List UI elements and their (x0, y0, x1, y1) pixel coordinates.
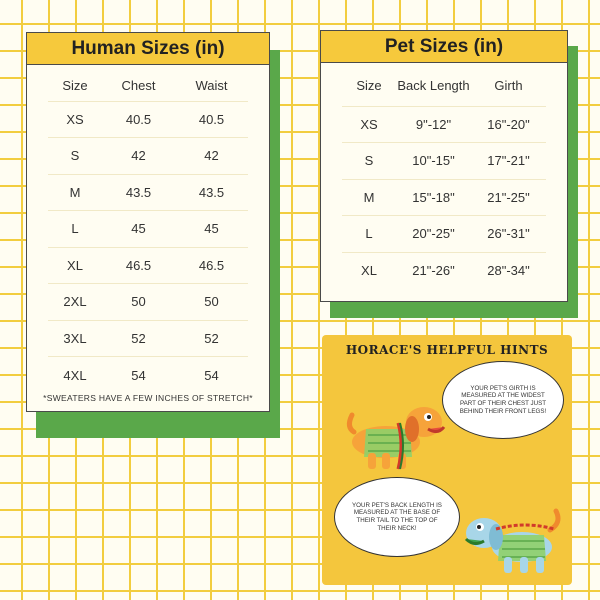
size-cell: XL (48, 247, 102, 284)
chest-cell: 54 (131, 367, 146, 383)
column-header: Size (342, 66, 396, 106)
pet-sizes-table (342, 66, 546, 289)
column-header: Back Length (396, 66, 471, 106)
hints-title: HORACE'S HELPFUL HINTS (345, 343, 549, 357)
table-row (342, 252, 546, 289)
table-row (48, 174, 248, 211)
chest-cell: 46.5 (102, 247, 175, 284)
back-length-cell: 9"-12" (396, 106, 471, 143)
human-sizes-card (26, 32, 270, 412)
orange-dog-illustration (338, 387, 458, 482)
size-cell: L (48, 211, 102, 248)
table-row (342, 216, 546, 253)
size-cell: XL (361, 263, 377, 278)
column-header: Waist (175, 71, 248, 101)
chest-cell: 52 (102, 320, 175, 357)
girth-cell: 17"-21" (471, 143, 546, 180)
size-cell: L (342, 216, 396, 253)
table-row (342, 179, 546, 216)
back-length-cell: 21"-26" (412, 263, 455, 278)
table-row (48, 211, 248, 248)
table-row (48, 357, 248, 394)
girth-cell: 21"-25" (471, 179, 546, 216)
helpful-hints-panel (322, 335, 572, 585)
table-header-row (342, 66, 546, 106)
waist-cell: 52 (175, 320, 248, 357)
girth-cell: 28"-34" (487, 263, 530, 278)
waist-cell: 50 (175, 284, 248, 321)
size-cell: S (342, 143, 396, 180)
waist-cell: 46.5 (175, 247, 248, 284)
table-row (48, 320, 248, 357)
column-header: Chest (102, 71, 175, 101)
size-cell: 4XL (63, 367, 87, 383)
waist-cell: 43.5 (175, 174, 248, 211)
waist-cell: 54 (204, 367, 219, 383)
back-length-cell: 20"-25" (396, 216, 471, 253)
table-header-row (48, 71, 248, 101)
size-cell: XS (342, 106, 396, 143)
waist-cell: 45 (175, 211, 248, 248)
human-sizes-title: Human Sizes (in) (27, 33, 269, 65)
human-sizes-table (48, 71, 248, 393)
column-header: Size (48, 71, 102, 101)
back-length-hint-bubble: YOUR PET'S BACK LENGTH IS MEASURED AT THE BASE OF THEIR TAIL TO THE TOP OF THEIR NECK! (334, 477, 460, 557)
size-cell: M (48, 174, 102, 211)
chest-cell: 43.5 (102, 174, 175, 211)
chest-cell: 45 (102, 211, 175, 248)
size-cell: XS (48, 101, 102, 138)
waist-cell: 40.5 (175, 101, 248, 138)
table-row (342, 143, 546, 180)
column-header: Girth (471, 66, 546, 106)
table-row (48, 138, 248, 175)
girth-cell: 16"-20" (471, 106, 546, 143)
size-cell: 2XL (48, 284, 102, 321)
chest-cell: 42 (102, 138, 175, 175)
chest-cell: 50 (102, 284, 175, 321)
table-row (342, 106, 546, 143)
size-cell: S (48, 138, 102, 175)
pet-sizes-title: Pet Sizes (in) (321, 31, 567, 63)
back-length-cell: 10"-15" (396, 143, 471, 180)
table-row (48, 247, 248, 284)
table-row (48, 284, 248, 321)
stretch-note: *SWEATERS HAVE A FEW INCHES OF STRETCH* (43, 393, 253, 403)
table-row (48, 101, 248, 138)
blue-dog-illustration (450, 485, 570, 580)
size-cell: 3XL (48, 320, 102, 357)
size-cell: M (342, 179, 396, 216)
waist-cell: 42 (175, 138, 248, 175)
girth-hint-bubble: YOUR PET'S GIRTH IS MEASURED AT THE WIDEST PART OF THEIR CHEST JUST BEHIND THEIR FRONT LEGS! (442, 361, 564, 439)
back-length-cell: 15"-18" (396, 179, 471, 216)
chest-cell: 40.5 (102, 101, 175, 138)
girth-cell: 26"-31" (471, 216, 546, 253)
pet-sizes-card (320, 30, 568, 302)
